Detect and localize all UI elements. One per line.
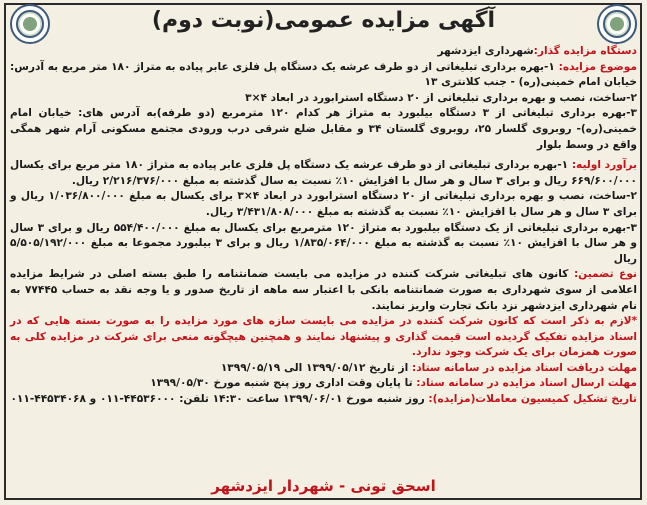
deadline-value: روز شنبه مورخ ۱۳۹۹/۰۶/۰۱ ساعت ۱۴:۳۰ تلفن: ۴۴۵۳۶۰۰۰-۰۱۱ و ۴۴۵۳۴۰۶۸-۰۱۱ <box>10 393 425 406</box>
guarantee-section <box>10 267 637 314</box>
subject-item: ۱-بهره برداری تبلیغاتی از دو طرف عرشه یک دستگاه پل فلزی عابر پیاده به متراژ ۱۸۰ متر مربع به آدرس: خیابان امام خمینی(ره) - جنب کلانتری ۱۳ <box>10 60 637 89</box>
subject-section <box>10 60 637 154</box>
subject-item: ۲-ساخت، نصب و بهره برداری تبلیغاتی از ۲۰ دستگاه استرابورد در ابعاد ۴×۳ <box>245 91 637 104</box>
organizer-line <box>10 44 637 60</box>
deadline-value: تا پایان وقت اداری روز پنج شنبه مورخ ۱۳۹۹/۰۵/۳۰ <box>150 377 413 390</box>
note-text: *لازم به ذکر است که کانون شرکت کننده در مزایده می بایست سازه های مورد مزایده را به صورت بسته هایی که در اسناد مزایده تفکیک گردیده است قیمت گذاری و پیشنهاد نمایند و همچنین هیچگونه منعی برای شرکت در مزایده کلی به صورت همزمان برای یک شرکت وجود ندارد. <box>10 315 637 359</box>
seal-icon <box>602 9 632 39</box>
seal-icon <box>15 9 45 39</box>
ad-body <box>10 44 637 499</box>
deadline-label: تاریخ تشکیل کمیسیون معاملات(مزایده): <box>428 393 637 406</box>
municipality-logo-left <box>10 4 50 44</box>
deadline-label: مهلت دریافت اسناد مزایده در سامانه ستاد: <box>411 361 637 374</box>
signature <box>10 477 637 497</box>
estimate-section <box>10 158 637 267</box>
deadline-row <box>10 376 637 392</box>
signer-name: اسحق تونی <box>350 477 436 495</box>
deadline-row <box>10 361 637 377</box>
deadline-value: از تاریخ ۱۳۹۹/۰۵/۱۲ الی ۱۳۹۹/۰۵/۱۹ <box>220 361 409 374</box>
organizer-value: شهرداری ایزدشهر <box>437 45 534 57</box>
estimate-item: ۲-ساخت، نصب و بهره برداری تبلیغاتی از ۲۰ دستگاه استرابورد در ابعاد ۴×۳ برای یکسال به مبلغ ۱/۰۳۶/۸۰۰/۰۰۰ ریال و برای ۳ سال و هر سال با افزایش ۱۰٪ نسبت به گذشته به مبلغ ۳/۴۳۱/۸۰۸/۰۰۰ ریال. <box>10 190 637 218</box>
municipality-logo-right <box>597 4 637 44</box>
subject-label: موضوع مزایده: <box>558 60 637 73</box>
deadline-row <box>10 392 637 408</box>
estimate-item: ۱-بهره برداری تبلیغاتی از دو طرف عرشه یک دستگاه پل فلزی عابر پیاده به متراژ ۱۸۰ متر مربع برای یکسال ۶۶۹/۶۰۰/۰۰۰ ریال و برای ۳ سال و هر سال با افزایش ۱۰٪ نسبت به سال گذشته به مبلغ ۲/۲۱۶/۳۷۶/۰۰۰ ریال. <box>10 159 637 187</box>
signer-title: شهردار ایزدشهر <box>211 477 334 495</box>
signature-separator: - <box>338 477 346 495</box>
page-title: آگهی مزایده عمومی(نوبت دوم) <box>151 8 496 33</box>
guarantee-text: کانون های تبلیغاتی شرکت کننده در مزایده می بایست ضمانتنامه را طبق بسته اصلی در شرایط مزایده اعلامی از سوی شهرداری به صورت ضمانتنامه بانکی با اعتبار سه ماهه از تاریخ صدور و یا وجه نقد به حساب ۷۷۴۴۵ به نام شهرداری ایزدشهر نزد بانک تجارت واریز نمایند. <box>10 268 638 312</box>
subject-item: ۳-بهره برداری تبلیغاتی از ۳ دستگاه بیلبورد به متراژ هر کدام ۱۲۰ مترمربع (دو طرفه)به آدرس های: خیابان امام خمینی(ره)- روبروی گلسار ۲۵، روبروی گلستان ۳۴ و مقابل ضلع شرقی درب ورودی مجتمع مسکونی آرام شهر همگی واقع در وسط بلوار <box>10 107 637 151</box>
header <box>55 6 592 36</box>
estimate-item: ۳-بهره برداری تبلیغاتی از یک دستگاه بیلبورد به متراژ ۱۲۰ مترمربع برای یکسال به مبلغ ۵۵۴/۴۰۰/۰۰۰ ریال و برای ۳ سال و هر سال با افزایش ۱۰٪ نسبت به گذشته به مبلغ ۱/۸۳۵/۰۶۴/۰۰۰ ریال و برای ۳ بیلبورد مجموعا به مبلغ ۵/۵۰۵/۱۹۲/۰۰۰ ریال <box>10 221 637 265</box>
deadline-label: مهلت ارسال اسناد مزایده در سامانه ستاد: <box>416 377 637 390</box>
guarantee-label: نوع تضمین: <box>573 268 637 281</box>
estimate-label: برآورد اولیه: <box>571 159 637 172</box>
organizer-label: دستگاه مزایده گذار: <box>533 45 637 57</box>
